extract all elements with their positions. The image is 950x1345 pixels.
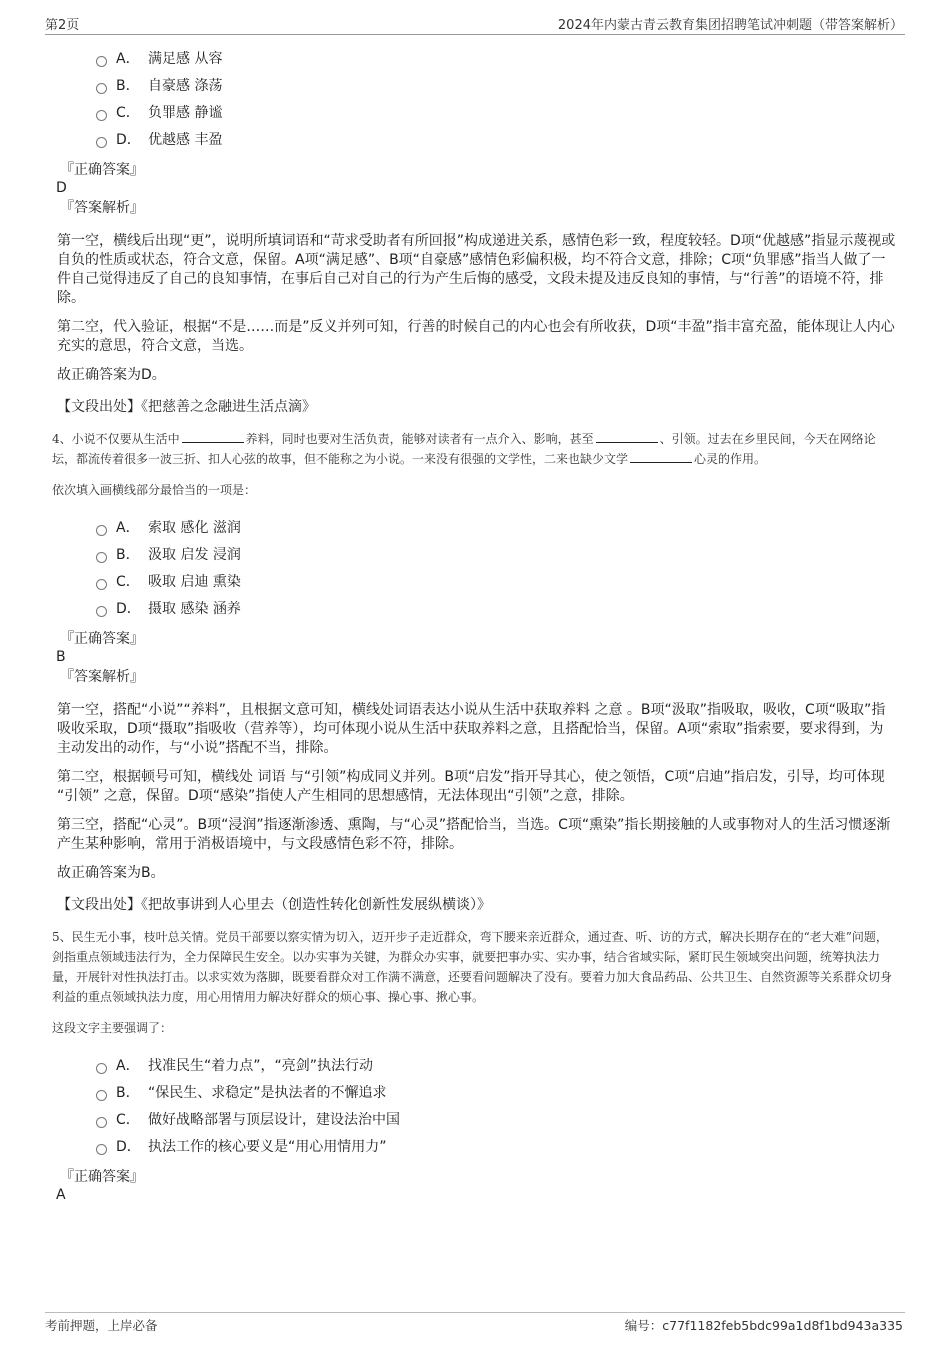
q4-analysis-paragraph: 第一空，搭配“小说”“养料”，且根据文意可知，横线处词语表达小说从生活中获取养料 之意 。B项“汲取”指吸取，吸收，C项“吸取”指吸收采取，D项“摄取”指吸收（营养等），均可体现小说从生活中获取养料之意，且搭配恰当，保留。A项“索取”指索要，要求得到，为主动发出的动作，与“小说”搭配不当，排除。 (57, 702, 886, 756)
radio-icon[interactable] (96, 1117, 107, 1128)
stem-text: 、引领。过去在乡里民间，今天在网络论坛，都流传着很多一波三折、扣人心弦的故事，但不能称之为小说。一来没有很强的文学性，二来也缺少文学 (52, 432, 876, 466)
q5-options (96, 1051, 950, 1159)
q5-option-b[interactable] (96, 1078, 950, 1105)
q3-option-d[interactable] (96, 125, 950, 152)
radio-icon[interactable] (96, 552, 107, 563)
radio-icon[interactable] (96, 1144, 107, 1155)
q4-source: 【文段出处】《把故事讲到人心里去（创造性转化创新性发展纵横谈）》 (57, 897, 491, 913)
q3-analysis-paragraph: 第二空，代入验证，根据“不是……而是”反义并列可知，行善的时候自己的内心也会有所收获，D项“丰盈”指丰富充盈，能体现让人内心充实的意思，符合文意，当选。 (57, 319, 895, 354)
option-key: B． (116, 77, 140, 94)
stem-text: 4、小说不仅要从生活中 (52, 432, 180, 446)
radio-icon[interactable] (96, 606, 107, 617)
q4-option-d[interactable] (96, 594, 950, 621)
option-text: 优越感 丰盈 (148, 131, 223, 148)
footer-slogan: 考前押题，上岸必备 (45, 1318, 158, 1333)
q3-analysis-paragraph: 第一空，横线后出现“更”，说明所填词语和“苛求受助者有所回报”构成递进关系，感情色彩一致，程度较轻。D项“优越感”指显示蔑视或自负的性质或状态，符合文意，保留。A项“满足感”、B项“自豪感”感情色彩偏积极，均不符合文意，排除；C项“负罪感”指当人做了一件自己觉得违反了自己的良知事情，在事后自己对自己的行为产生后悔的感受，文段未提及违反良知的事情，与“行善”的语境不符，排除。 (57, 233, 896, 306)
q3-answer: D (56, 180, 67, 196)
option-text: 索取 感化 滋润 (148, 519, 241, 536)
q3-answer-label: 『正确答案』 (60, 162, 144, 178)
option-key: C． (116, 573, 140, 590)
option-text: 执法工作的核心要义是“用心用情用力” (148, 1138, 387, 1155)
option-text: 自豪感 涤荡 (148, 77, 223, 94)
q5-answer: A (56, 1187, 66, 1203)
q5-option-a[interactable] (96, 1051, 950, 1078)
radio-icon[interactable] (96, 83, 107, 94)
option-key: B． (116, 546, 140, 563)
q3-option-b[interactable] (96, 71, 950, 98)
option-key: B． (116, 1084, 140, 1101)
option-text: 找准民生“着力点”，“亮剑”执法行动 (148, 1057, 374, 1074)
q4-analysis-paragraph: 第二空，根据顿号可知，横线处 词语 与“引领”构成同义并列。B项“启发”指开导其心，使之领悟，C项“启迪”指启发，引导，均可体现 “引领” 之意，保留。D项“感染”指使人产生相同的思想感情，无法体现出“引领”之意，排除。 (57, 769, 885, 804)
page-content (0, 44, 950, 1203)
stem-text: 养料，同时也要对生活负责，能够对读者有一点介入、影响，甚至 (245, 432, 594, 446)
q4-stem (52, 429, 898, 469)
page-footer (45, 1312, 905, 1333)
option-text: “保民生、求稳定”是执法者的不懈追求 (148, 1084, 387, 1101)
q4-options (96, 513, 950, 621)
page-number: 第2页 (45, 18, 80, 33)
option-text: 摄取 感染 涵养 (148, 600, 241, 617)
document-title: 2024年内蒙古青云教育集团招聘笔试冲刺题（带答案解析） (557, 18, 903, 33)
radio-icon[interactable] (96, 137, 107, 148)
q5-option-d[interactable] (96, 1132, 950, 1159)
q4-prompt: 依次填入画横线部分最恰当的一项是： (52, 483, 257, 497)
option-text: 吸取 启迪 熏染 (148, 573, 241, 590)
q4-option-c[interactable] (96, 567, 950, 594)
fill-blank (596, 430, 658, 443)
option-key: A． (116, 519, 140, 536)
q4-answer: B (56, 649, 66, 665)
fill-blank (630, 450, 692, 463)
q3-option-a[interactable] (96, 44, 950, 71)
option-key: C． (116, 104, 140, 121)
q3-source: 【文段出处】《把慈善之念融进生活点滴》 (57, 399, 316, 415)
radio-icon[interactable] (96, 579, 107, 590)
radio-icon[interactable] (96, 110, 107, 121)
option-key: A． (116, 1057, 140, 1074)
fill-blank (182, 430, 244, 443)
radio-icon[interactable] (96, 525, 107, 536)
option-text: 汲取 启发 浸润 (148, 546, 241, 563)
option-key: C． (116, 1111, 140, 1128)
q4-analysis-paragraph: 故正确答案为B。 (57, 865, 165, 881)
q3-analysis-paragraph: 故正确答案为D。 (57, 367, 166, 383)
radio-icon[interactable] (96, 1063, 107, 1074)
q5-stem: 5、民生无小事，枝叶总关情。党员干部要以察实情为切入，迈开步子走近群众，弯下腰来亲近群众，通过查、听、访的方式，解决长期存在的“老大难”问题，剑指重点领域违法行为，全力保障民生安全。以办实事为关键，为群众办实事，就要把事办实、实办事，结合省域实际，紧盯民生领域突出问题，统筹执法力量，开展针对性执法打击。以求实效为落脚，既要看群众对工作满不满意，还要看问题解决了没有。要着力加大食品药品、公共卫生、自然资源等关系群众切身利益的重点领域执法力度，用心用情用力解决好群众的烦心事、操心事、揪心事。 (52, 930, 893, 1004)
document-code: 编号：c77f1182feb5bdc99a1d8f1bd943a335 (624, 1318, 903, 1333)
option-key: D． (116, 1138, 141, 1155)
q3-option-c[interactable] (96, 98, 950, 125)
option-text: 负罪感 静谧 (148, 104, 223, 121)
q4-option-a[interactable] (96, 513, 950, 540)
q5-prompt: 这段文字主要强调了： (52, 1021, 173, 1035)
option-key: D． (116, 600, 141, 617)
q4-option-b[interactable] (96, 540, 950, 567)
q3-analysis-label: 『答案解析』 (60, 200, 144, 216)
option-key: A． (116, 50, 140, 67)
stem-text: 心灵的作用。 (694, 452, 767, 466)
q4-answer-label: 『正确答案』 (60, 631, 144, 647)
q5-answer-label: 『正确答案』 (60, 1169, 144, 1185)
q4-analysis-label: 『答案解析』 (60, 669, 144, 685)
q5-option-c[interactable] (96, 1105, 950, 1132)
option-text: 做好战略部署与顶层设计，建设法治中国 (148, 1111, 400, 1128)
page-header (45, 12, 905, 35)
option-key: D． (116, 131, 141, 148)
radio-icon[interactable] (96, 1090, 107, 1101)
option-text: 满足感 从容 (148, 50, 223, 67)
q4-analysis-paragraph: 第三空，搭配“心灵”。B项“浸润”指逐渐渗透、熏陶，与“心灵”搭配恰当，当选。C项“熏染”指长期接触的人或事物对人的生活习惯逐渐产生某种影响，常用于消极语境中，与文段感情色彩不符，排除。 (57, 817, 891, 852)
q3-options (96, 44, 950, 152)
radio-icon[interactable] (96, 56, 107, 67)
